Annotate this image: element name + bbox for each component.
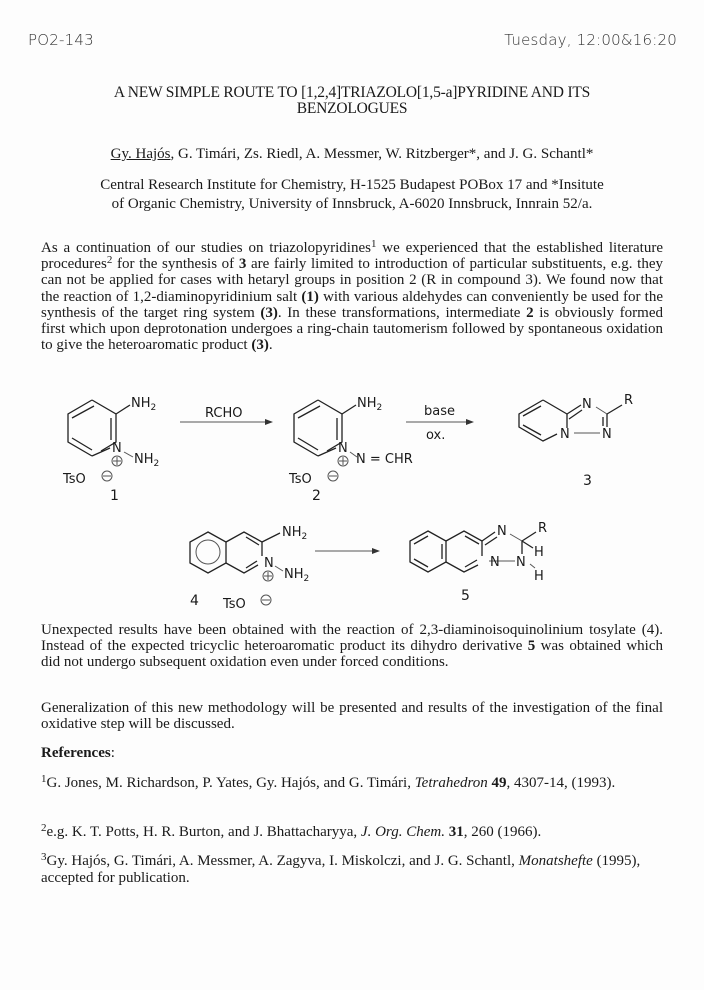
compound-label-3: 3 [583,473,592,489]
nh2-label: $NH_2$ [282,525,308,542]
compound-label-1: 1 [110,488,119,504]
paper-title [0,85,704,117]
text: is obviously formed first which upon deprotonation undergoes a ring-chain tautomerism followed by spontaneous oxidation to give the heteroaromatic product [41,304,663,354]
journal-name: J. Org. Chem. [360,824,445,840]
text: are fairly limited to introduction of particular substituents, e.g. they can not be applied for cases with hetaryl groups in position 2 (R in compound 3). We found now that the reaction of 1,2-diaminopyridinium salt [41,256,663,305]
session-time: Tuesday, 12:00&16:20 [504,31,677,49]
text: , 260 (1966). [463,824,542,840]
hydrogen-label: H [534,569,544,584]
nitrogen-label: N [264,556,274,571]
compound-2-structure [288,396,413,504]
nh2-label: $NH_2$ [284,567,310,584]
citation-1: 1 [370,238,377,250]
compound-label-4: 4 [190,593,199,609]
compound-ref: (3) [260,304,278,321]
reference-item [41,775,666,792]
reference-number: 3 [41,851,47,863]
text: with various aldehydes can conveniently be used for the synthesis of the target ring system [41,288,663,321]
abstract-code: PO2-143 [28,31,94,49]
journal-name: Monatshefte [518,853,593,869]
nitrogen-label: N [582,397,592,412]
citation-2: 2 [106,254,113,267]
text: (1995), accepted for publication. [41,853,641,886]
compound-ref: (1) [301,288,319,305]
nitrogen-label: N [338,441,348,456]
r-group-label: R [624,393,634,408]
volume: 49 [491,775,507,791]
reference-item [41,824,666,841]
tosylate-label: TsO [63,472,86,487]
affiliation [0,176,704,214]
compound-5-structure [410,521,547,604]
text: . [268,337,273,354]
volume: 31 [448,824,464,840]
text: for the synthesis of [112,256,239,273]
paragraph-intro [41,240,663,353]
text: Unexpected results have been obtained with the reaction of 2,3-diaminoisoquinolinium tosylate (4). Instead of the expected tricyclic heteroaromatic product its dihydro derivative [41,622,663,655]
paragraph-unexpected-results [41,622,663,671]
reaction-arrow-2 [406,404,474,443]
reagent-base: base [424,404,455,419]
journal-name: Tetrahedron [414,775,488,791]
reaction-arrow-1 [180,406,273,425]
compound-ref: 5 [527,638,536,655]
text: As a continuation of our studies on triazolopyridines [41,240,371,256]
reference-number: 2 [41,822,47,834]
text: . In these transformations, intermediate [277,304,527,321]
presenting-author: Gy. Hajós [110,146,171,162]
nh2-label: $NH_2$ [357,396,383,413]
affiliation-line-2: of Organic Chemistry, University of Innsbruck, A-6020 Innsbruck, Innrain 52/a. [111,196,593,212]
reference-item [41,853,666,887]
author-list [0,146,704,163]
compound-ref: (3) [251,337,269,354]
text: we experienced that the established literature procedures [41,240,664,273]
imine-label: N = CHR [356,452,413,467]
affiliation-line-1: Central Research Institute for Chemistry, H-1525 Budapest POBox 17 and *Insitute [100,177,604,193]
reference-number: 1 [41,773,47,785]
tosylate-label: TsO [289,472,312,487]
compound-label-5: 5 [461,588,470,604]
compound-label-2: 2 [312,488,321,504]
nitrogen-label: N [602,427,612,442]
text: e.g. K. T. Potts, H. R. Burton, and J. Bhattacharyya, [46,824,361,840]
hydrogen-label: H [534,545,544,560]
compound-1-structure [62,396,159,504]
title-line-1: A NEW SIMPLE ROUTE TO [1,2,4]TRIAZOLO[1,5-a]PYRIDINE AND ITS [113,84,591,101]
tosylate-label: TsO [223,597,246,612]
text: G. Jones, M. Richardson, P. Yates, Gy. Hajós, and G. Timári, [46,775,415,791]
nh2-label: $NH_2$ [131,396,157,413]
compound-3-structure [519,393,633,489]
co-authors: , G. Timári, Zs. Riedl, A. Messmer, W. Ritzberger*, and J. G. Schantl* [170,146,594,162]
nh2-label: $NH_2$ [134,452,160,469]
nitrogen-label: N [497,524,507,539]
nitrogen-label: N [516,555,526,570]
compound-ref: 2 [526,304,534,321]
text: was obtained which did not undergo subsequent oxidation even under forced conditions. [41,638,663,671]
compound-4-structure [190,525,309,612]
text: Gy. Hajós, G. Timári, A. Messmer, A. Zagyva, I. Miskolczi, and J. G. Schantl, [46,853,519,869]
title-line-2: BENZOLOGUES [296,100,408,117]
r-group-label: R [538,521,548,536]
compound-ref: 3 [238,256,247,273]
reagent-oxidant: ox. [426,428,446,443]
nitrogen-label: N [112,441,122,456]
paragraph-generalization: Generalization of this new methodology will be presented and results of the investigation of the final oxidative step will be discussed. [41,700,663,733]
nitrogen-label: N [490,555,500,570]
reaction-arrow-3 [315,548,380,554]
references-heading: References: [41,745,115,761]
text: , 4307-14, (1993). [506,775,616,791]
reagent-label: RCHO [205,406,243,421]
nitrogen-label: N [560,427,570,442]
